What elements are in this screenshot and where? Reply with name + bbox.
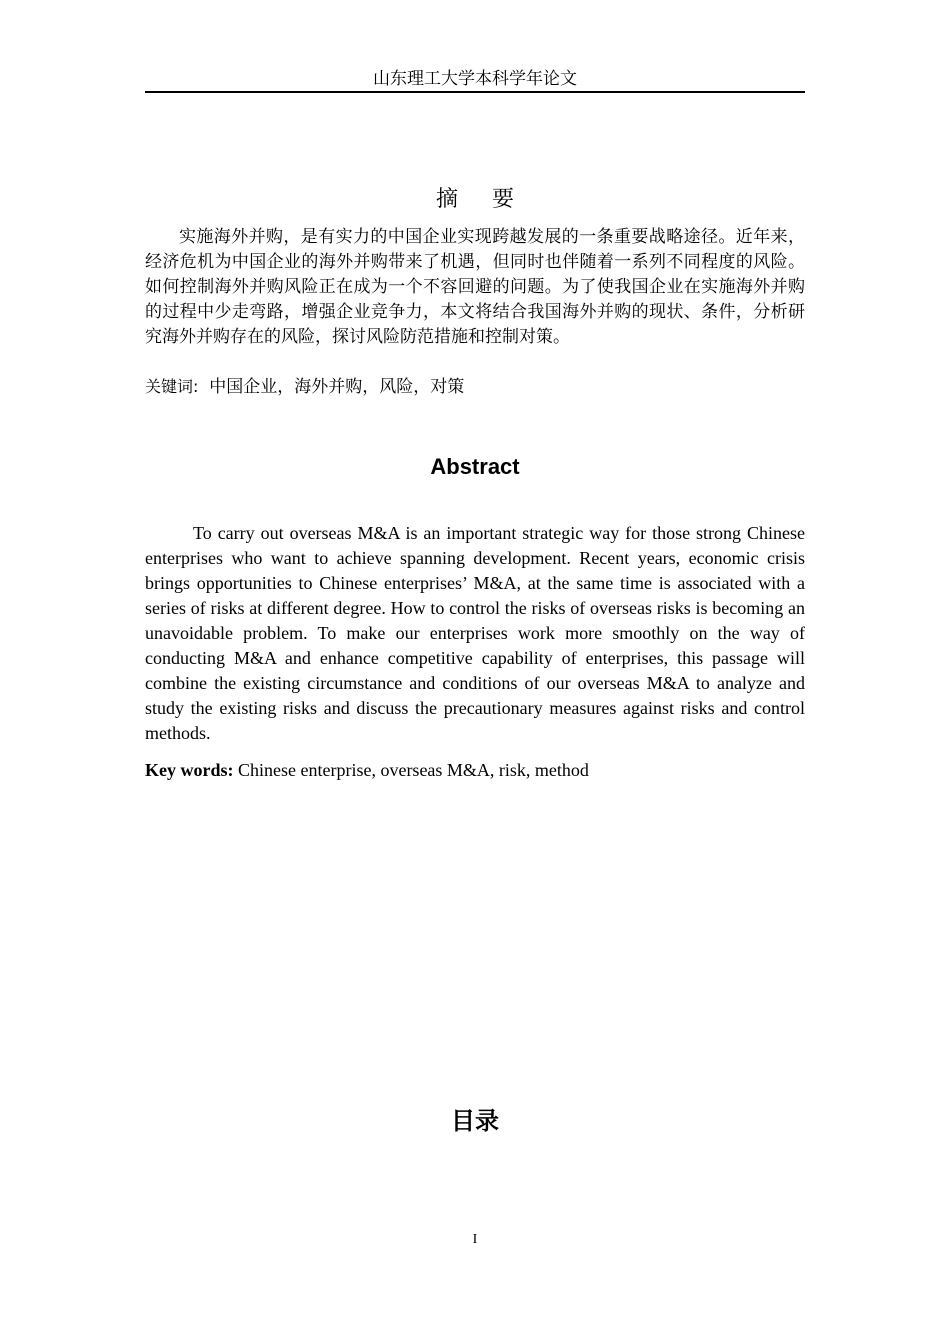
table-of-contents-title: 目录 [451,1107,499,1135]
page-number: I [472,1232,478,1247]
running-header: 山东理工大学本科学年论文 [373,69,577,89]
chinese-abstract-body: 实施海外并购，是有实力的中国企业实现跨越发展的一条重要战略途径。近年来，经济危机为中国企业的海外并购带来了机遇，但同时也伴随着一系列不同程度的风险。如何控制海外并购风险正在成为一个不容回避的问题。为了使我国企业在实施海外并购的过程中少走弯路，增强企业竞争力，本文将结合我国海外并购的现状、条件，分析研究海外并购存在的风险，探讨风险防范措施和控制对策。 [145,227,805,347]
english-keywords-value: Chinese enterprise, overseas M&A, risk, method [238,760,589,780]
chinese-abstract-title-char-1: 摘 [435,187,458,212]
english-abstract-body: To carry out overseas M&A is an important strategic way for those strong Chinese enterprises who want to achieve spanning development. Recent years, economic crisis brings opportunities to Chinese enterprises’ M&A, at the same time is associated with a series of risks at different degree. How to control the risks of overseas risks is becoming an unavoidable problem. To make our enterprises work more smoothly on the way of conducting M&A and enhance competitive capability of enterprises, this passage will combine the existing circumstance and conditions of our overseas M&A to analyze and study the existing risks and discuss the precautionary measures against risks and control methods. [145,523,805,743]
chinese-abstract-title [145,185,805,215]
english-keywords [145,758,805,783]
chinese-keywords-label: 关键词: [145,377,199,396]
chinese-abstract-title-char-2: 要 [492,187,515,212]
header-rule [145,91,805,93]
english-abstract-title: Abstract [430,454,520,479]
chinese-keywords [145,374,805,400]
english-keywords-label: Key words: [145,760,234,780]
chinese-keywords-value: 中国企业，海外并购，风险，对策 [209,377,465,397]
